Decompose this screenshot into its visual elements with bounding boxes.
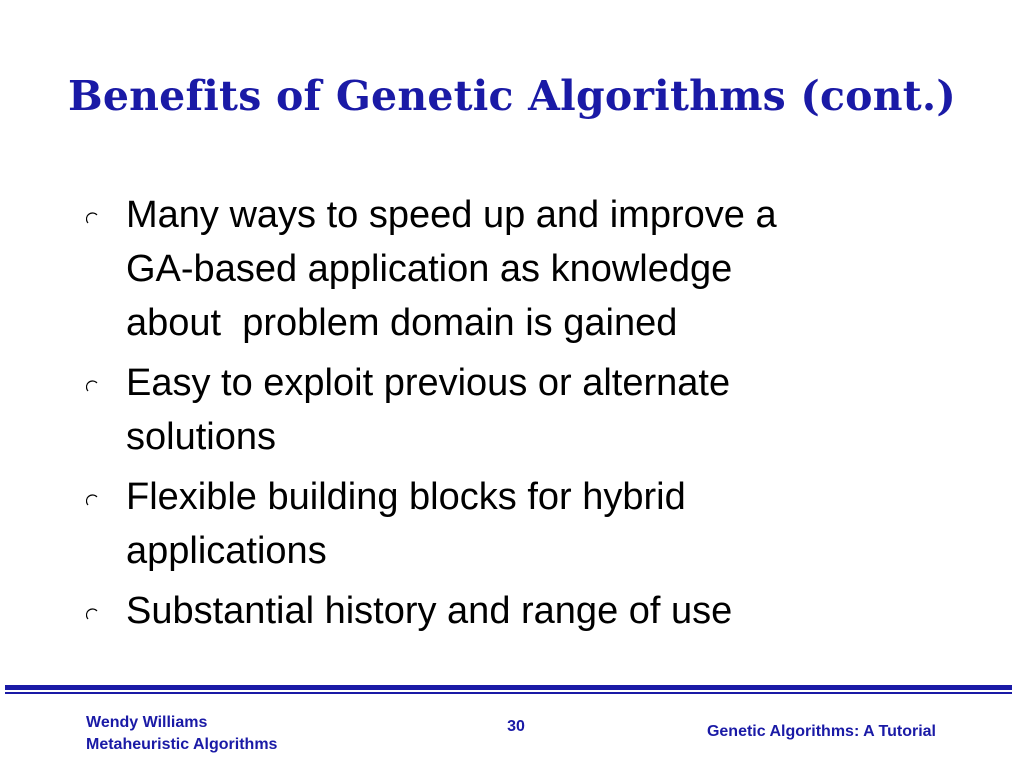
footer-author: Wendy Williams	[86, 714, 208, 731]
bullet-text: Many ways to speed up and improve a GA-based application as knowledge about problem domain is gained	[126, 194, 777, 344]
footer-presentation-title: Genetic Algorithms: A Tutorial	[706, 723, 936, 740]
footer-divider-thin	[5, 692, 1012, 694]
bullet-text: Flexible building blocks for hybrid applications	[126, 476, 686, 572]
bullet-text: Substantial history and range of use	[126, 590, 733, 632]
open-circle-bullet-icon	[86, 494, 99, 507]
open-circle-bullet-icon	[86, 212, 99, 225]
open-circle-bullet-icon	[86, 380, 99, 393]
page-number: 30	[507, 718, 525, 735]
open-circle-bullet-icon	[86, 608, 99, 621]
bullet-item	[86, 470, 946, 578]
bullet-text: Easy to exploit previous or alternate solutions	[126, 362, 731, 458]
bullet-item	[86, 188, 946, 350]
bullet-item	[86, 356, 946, 464]
footer-author-block	[86, 712, 277, 756]
bullet-list	[86, 188, 946, 644]
slide-title: Benefits of Genetic Algorithms (cont.)	[68, 72, 956, 120]
footer-divider-thick	[5, 685, 1012, 690]
footer-course: Metaheuristic Algorithms	[86, 736, 278, 753]
bullet-item	[86, 584, 946, 638]
